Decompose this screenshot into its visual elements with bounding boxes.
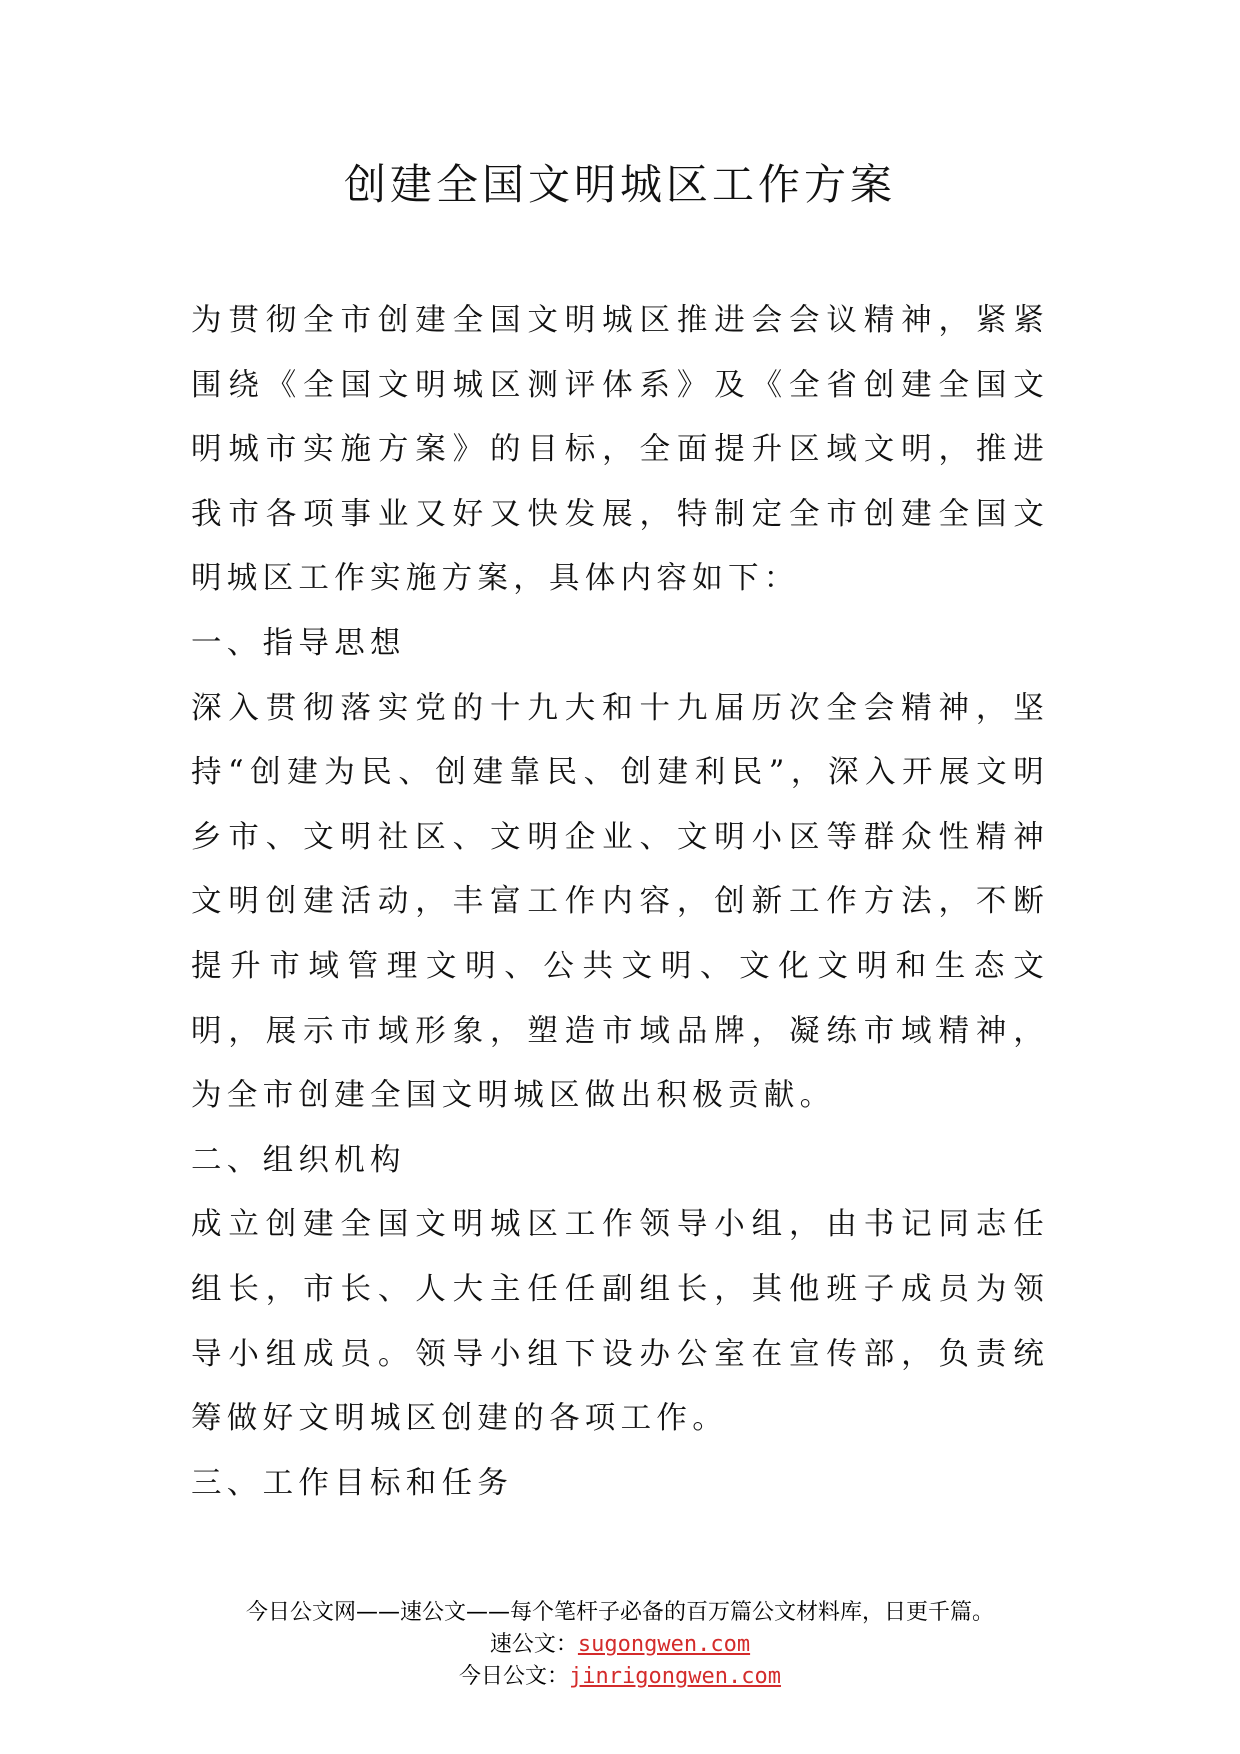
document-title: 创建全国文明城区工作方案: [343, 160, 896, 209]
intro-paragraph: 为贯彻全市创建全国文明城区推进会会议精神，紧紧围绕《全国文明城区测评体系》及《全省创建全国文明城市实施方案》的目标，全面提升区域文明，推进我市各项事业又好又快发展，特制定全市创建全国文明城区工作实施方案，具体内容如下：: [191, 303, 1049, 597]
footer-sugongwen-line: [0, 1629, 1240, 1661]
organization-paragraph: 成立创建全国文明城区工作领导小组，由书记同志任组长，市长、人大主任任副组长，其他班子成员为领导小组成员。领导小组下设办公室在宣传部，负责统筹做好文明城区创建的各项工作。: [191, 1207, 1049, 1437]
sugongwen-label: 速公文：: [489, 1632, 578, 1657]
sugongwen-link[interactable]: sugongwen.com: [577, 1632, 751, 1657]
footer-tagline: 今日公文网——速公文——每个笔杆子必备的百万篇公文材料库，日更千篇。: [245, 1600, 994, 1625]
jinrigongwen-label: 今日公文：: [459, 1664, 570, 1689]
section-heading-guiding-ideology: 一、指导思想: [191, 625, 406, 661]
section-heading-goals-tasks: 三、工作目标和任务: [191, 1465, 514, 1501]
section-heading-organization: 二、组织机构: [191, 1142, 406, 1178]
jinrigongwen-link[interactable]: jinrigongwen.com: [569, 1664, 781, 1689]
footer-jinrigongwen-line: [0, 1661, 1240, 1693]
guiding-ideology-paragraph: 深入贯彻落实党的十九大和十九届历次全会精神，坚持“创建为民、创建靠民、创建利民”，深入开展文明乡市、文明社区、文明企业、文明小区等群众性精神文明创建活动，丰富工作内容，创新工作方法，不断提升市域管理文明、公共文明、文化文明和生态文明，展示市域形象，塑造市域品牌，凝练市域精神，为全市创建全国文明城区做出积极贡献。: [191, 690, 1049, 1114]
footer: [0, 1597, 1240, 1693]
document-body: [191, 289, 1049, 1516]
